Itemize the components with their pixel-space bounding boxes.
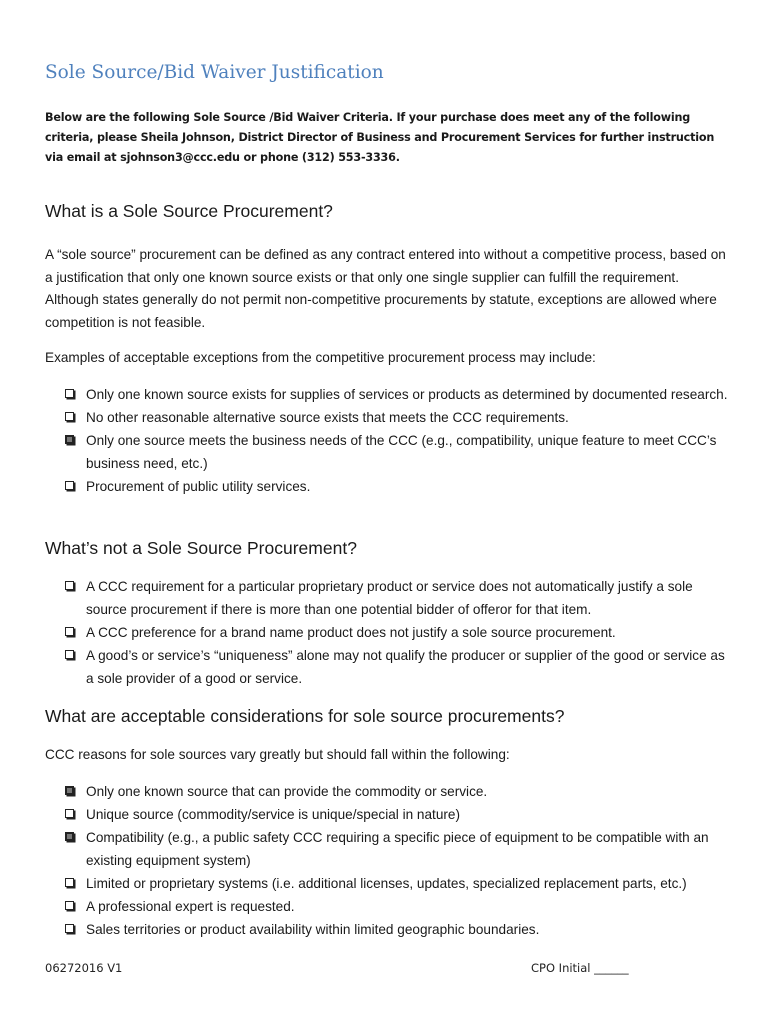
checkbox-checked-icon bbox=[65, 786, 74, 795]
footer-cpo-initial: CPO Initial ______ bbox=[531, 961, 629, 975]
section-3-checklist bbox=[45, 780, 735, 941]
section-3-intro: CCC reasons for sole sources vary greatly but should fall within the following: bbox=[45, 747, 510, 762]
checkbox-unchecked-icon bbox=[65, 581, 74, 590]
checkbox-unchecked-icon bbox=[65, 924, 74, 933]
checkbox-unchecked-icon bbox=[65, 627, 74, 636]
checkbox-unchecked-icon bbox=[65, 389, 74, 398]
section-1-checklist bbox=[45, 383, 735, 498]
checkbox-unchecked-icon bbox=[65, 412, 74, 421]
footer-version: 06272016 V1 bbox=[45, 961, 123, 975]
section-2-heading: What’s not a Sole Source Procurement? bbox=[45, 538, 357, 558]
document-title: Sole Source/Bid Waiver Justification bbox=[45, 62, 384, 83]
checklist-item-text: Unique source (commodity/service is unique/special in nature) bbox=[86, 807, 461, 822]
checklist-item-text: Sales territories or product availability within limited geographic boundaries. bbox=[86, 922, 540, 937]
checklist-item bbox=[45, 575, 735, 621]
section-1-examples-intro: Examples of acceptable exceptions from the competitive procurement process may include: bbox=[45, 350, 596, 365]
checklist-item-text: A professional expert is requested. bbox=[86, 899, 295, 914]
checklist-item-text: A CCC requirement for a particular proprietary product or service does not automatically justify a sole source procurement if there is more than one potential bidder of offeror for that item. bbox=[86, 579, 693, 617]
checklist-item bbox=[45, 475, 735, 498]
checkbox-checked-icon bbox=[65, 435, 74, 444]
checklist-item-text: Only one known source that can provide the commodity or service. bbox=[86, 784, 488, 799]
checklist-item bbox=[45, 621, 735, 644]
checkbox-unchecked-icon bbox=[65, 650, 74, 659]
section-1-paragraph: A “sole source” procurement can be defined as any contract entered into without a competitive process, based on a justification that only one known source exists or that only one single supplier can fulfill the requirement. Although states generally do not permit non-competitive procurements by statute, exceptions are allowed where competition is not feasible. bbox=[45, 247, 726, 330]
checklist-item bbox=[45, 644, 735, 690]
checklist-item bbox=[45, 895, 735, 918]
section-3-heading: What are acceptable considerations for sole source procurements? bbox=[45, 706, 565, 726]
checklist-item-text: Limited or proprietary systems (i.e. additional licenses, updates, specialized replacement parts, etc.) bbox=[86, 876, 687, 891]
checklist-item-text: A CCC preference for a brand name product does not justify a sole source procurement. bbox=[86, 625, 616, 640]
checklist-item bbox=[45, 429, 735, 475]
checklist-item bbox=[45, 826, 735, 872]
checklist-item-text: Procurement of public utility services. bbox=[86, 479, 311, 494]
intro-paragraph: Below are the following Sole Source /Bid Waiver Criteria. If your purchase does meet any of the following criteria, please Sheila Johnson, District Director of Business and Procurement Services for further instruction via email at sjohnson3@ccc.edu or phone (312) 553-3336. bbox=[45, 111, 715, 164]
checklist-item bbox=[45, 780, 735, 803]
checklist-item bbox=[45, 383, 735, 406]
checklist-item bbox=[45, 918, 735, 941]
checkbox-unchecked-icon bbox=[65, 481, 74, 490]
checklist-item-text: A good’s or service’s “uniqueness” alone may not qualify the producer or supplier of the good or service as a sole provider of a good or service. bbox=[86, 648, 725, 686]
checklist-item bbox=[45, 406, 735, 429]
checklist-item bbox=[45, 803, 735, 826]
checkbox-checked-icon bbox=[65, 832, 74, 841]
checklist-item-text: Compatibility (e.g., a public safety CCC requiring a specific piece of equipment to be compatible with an existing equipment system) bbox=[86, 830, 709, 868]
checkbox-unchecked-icon bbox=[65, 878, 74, 887]
section-1-heading: What is a Sole Source Procurement? bbox=[45, 201, 333, 221]
checkbox-unchecked-icon bbox=[65, 901, 74, 910]
checklist-item-text: No other reasonable alternative source exists that meets the CCC requirements. bbox=[86, 410, 569, 425]
checklist-item-text: Only one known source exists for supplies of services or products as determined by documented research. bbox=[86, 387, 728, 402]
section-2-checklist bbox=[45, 575, 735, 690]
checklist-item bbox=[45, 872, 735, 895]
checklist-item-text: Only one source meets the business needs of the CCC (e.g., compatibility, unique feature to meet CCC’s business need, etc.) bbox=[86, 433, 717, 471]
checkbox-unchecked-icon bbox=[65, 809, 74, 818]
